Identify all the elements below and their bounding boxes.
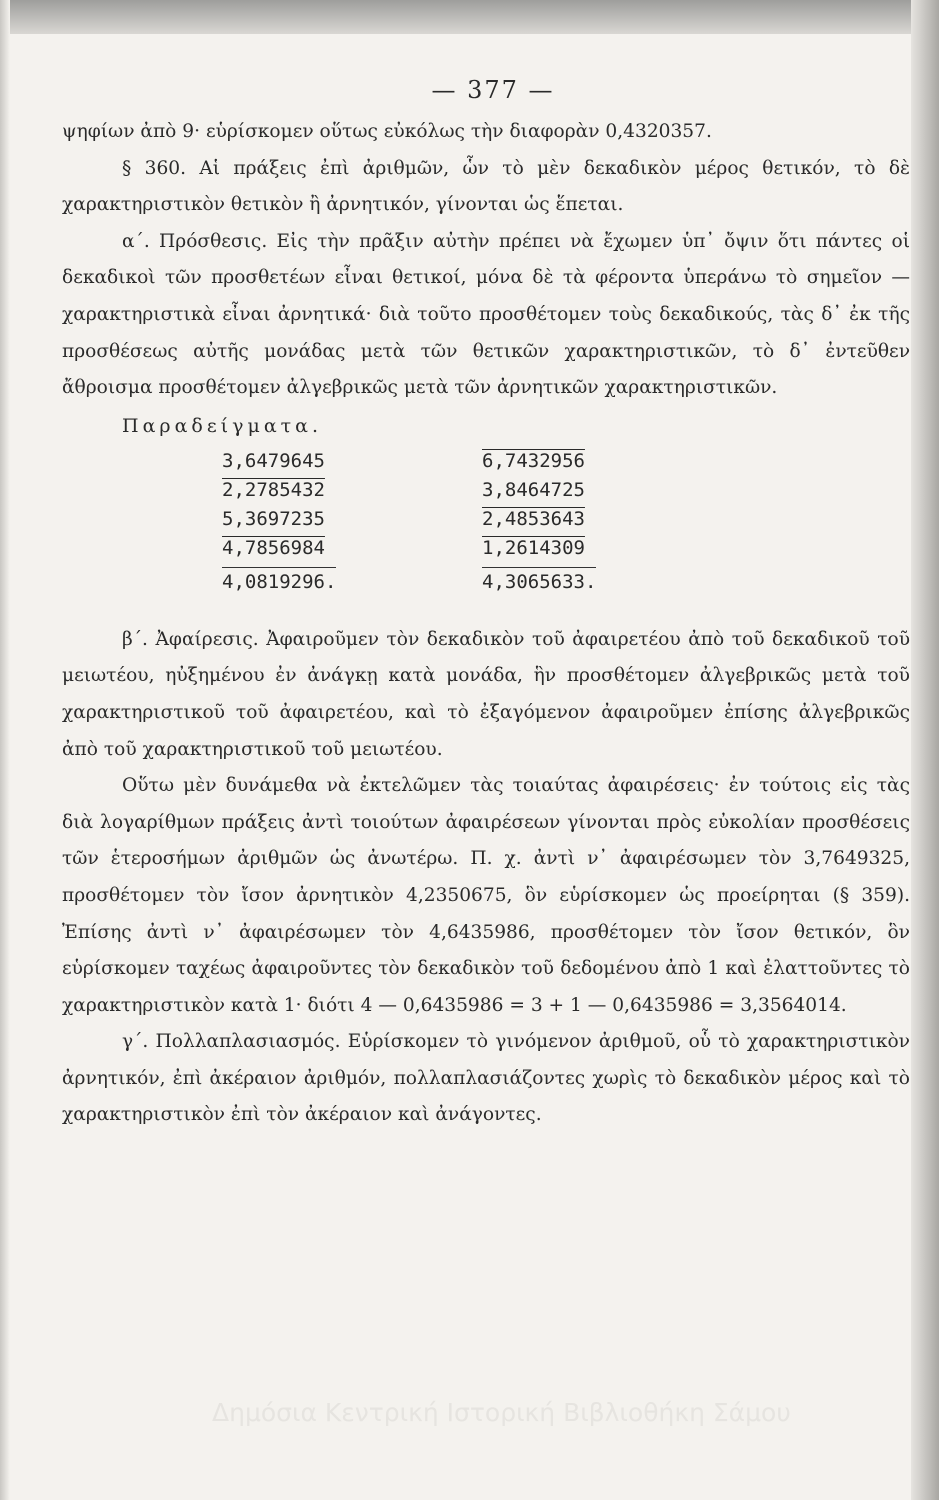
example-right-total: 4,3065633. xyxy=(482,567,596,597)
page-edge-top xyxy=(0,0,939,34)
paragraph-continuation: ψηφίων ἀπὸ 9· εὑρίσκομεν οὕτως εὐκόλως τὴν διαφορὰν 0,4320357. xyxy=(62,121,712,142)
paragraph-section-360: § 360. Αἱ πράξεις ἐπὶ ἀριθμῶν, ὧν τὸ μὲν δεκαδικὸν μέρος θετικόν, τὸ δὲ χαρακτηριστικὸν θετικὸν ἢ ἀρνητικόν, γίνονται ὡς ἕπεται. xyxy=(62,157,910,216)
example-left xyxy=(222,447,336,597)
example-right-row: 3,8464725 xyxy=(482,478,585,501)
library-watermark: Δημόσια Κεντρική Ιστορική Βιβλιοθήκη Σάμου xyxy=(212,1398,791,1427)
examples-heading: Παραδείγματα. xyxy=(122,414,323,437)
page-content xyxy=(62,76,910,1134)
example-right-row: 2,4853643 xyxy=(482,507,585,530)
page-edge-right xyxy=(911,0,939,1500)
examples-block xyxy=(62,447,910,622)
example-left-row: 5,3697235 xyxy=(222,507,325,530)
paragraph-addition: α΄. Πρόσθεσις. Εἰς τὴν πρᾶξιν αὐτὴν πρέπει νὰ ἔχωμεν ὑπ᾽ ὄψιν ὅτι πάντες οἱ δεκαδικοὶ τῶν προσθετέων εἶναι θετικοί, μόνα δὲ τὰ φέροντα ὑπεράνω τὸ σημεῖον — χαρακτηριστικὰ εἶναι ἀρνητικά· διὰ τοῦτο προσθέτομεν τοὺς δεκαδικούς, τὰς δ᾽ ἐκ τῆς προσθέσεως αὐτῆς μονάδας μετὰ τῶν θετικῶν χαρακτηριστικῶν, τὸ δ᾽ ἐντεῦθεν ἄθροισμα προσθέτομεν ἀλγεβρικῶς μετὰ τῶν ἀρνητικῶν χαρακτηριστικῶν. xyxy=(62,230,910,399)
paragraph-multiplication: γ΄. Πολλαπλασιασμός. Εὑρίσκομεν τὸ γινόμενον ἀριθμοῦ, οὗ τὸ χαρακτηριστικὸν ἀρνητικόν, ἐπὶ ἀκέραιον ἀριθμόν, πολλαπλασιάζοντες χωρὶς τὸ δεκαδικὸν μέρος καὶ τὸ χαρακτηριστικὸν ἐπὶ τὸν ἀκέραιον καὶ ἀνάγοντες. xyxy=(62,1031,910,1126)
page-edge-left xyxy=(0,0,10,1500)
example-left-row: 4,7856984 xyxy=(222,536,325,559)
example-right xyxy=(482,447,596,597)
example-left-row: 2,2785432 xyxy=(222,478,325,501)
example-left-row: 3,6479645 xyxy=(222,449,325,472)
example-left-total: 4,0819296. xyxy=(222,567,336,597)
example-right-row: 6,7432956 xyxy=(482,449,585,472)
paragraph-subtraction-note: Οὕτω μὲν δυνάμεθα νὰ ἐκτελῶμεν τὰς τοιαύτας ἀφαιρέσεις· ἐν τούτοις εἰς τὰς διὰ λογαρίθμων πράξεις ἀντὶ τοιούτων ἀφαιρέσεων γίνονται πρὸς εὐκολίαν προσθέσεις τῶν ἑτεροσήμων ἀριθμῶν ὡς ἀνωτέρω. Π. χ. ἀντὶ ν᾽ ἀφαιρέσωμεν τὸν 3,7649325, προσθέτομεν τὸν ἴσον ἀρνητικὸν 4,2350675, ὃν εὑρίσκομεν ὡς προείρηται (§ 359). Ἐπίσης ἀντὶ ν᾽ ἀφαιρέσωμεν τὸν 4,6435986, προσθέτομεν τὸν ἴσον θετικόν, ὃν εὑρίσκομεν ταχέως ἀφαιροῦντες τὸν δεκαδικὸν τοῦ δεδομένου ἀπὸ 1 καὶ ἐλαττοῦντες τὸ χαρακτηριστικὸν κατὰ 1· διότι 4 — 0,6435986 = 3 + 1 — 0,6435986 = 3,3564014. xyxy=(62,775,910,1016)
example-right-row: 1,2614309 xyxy=(482,536,585,559)
paragraph-subtraction: β΄. Ἀφαίρεσις. Ἀφαιροῦμεν τὸν δεκαδικὸν τοῦ ἀφαιρετέου ἀπὸ τοῦ δεκαδικοῦ τοῦ μειωτέου, ηὐξημένου ἐν ἀνάγκῃ κατὰ μονάδα, ἣν προσθέτομεν ἀλγεβρικῶς μετὰ τοῦ χαρακτηριστικοῦ τοῦ ἀφαιρετέου, καὶ τὸ ἐξαγόμενον ἀφαιροῦμεν ἐπίσης ἀλγεβρικῶς ἀπὸ τοῦ χαρακτηριστικοῦ τοῦ μειωτέου. xyxy=(62,628,910,760)
page-number: — 377 — xyxy=(431,76,555,104)
